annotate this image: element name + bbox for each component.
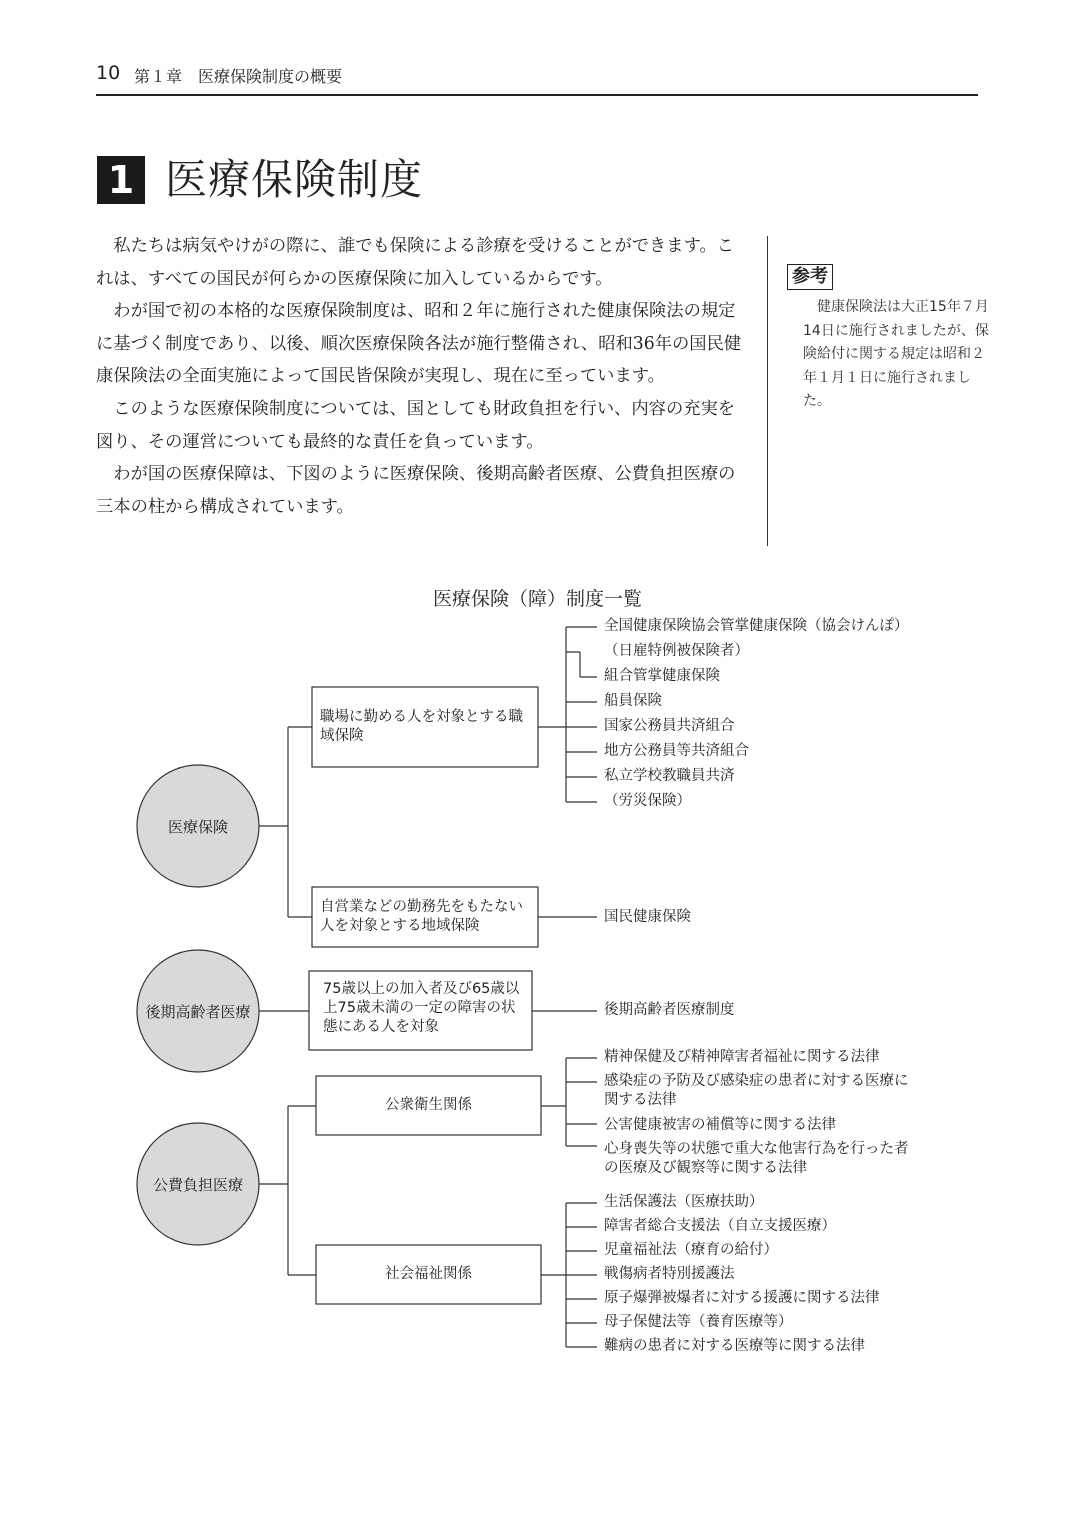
list-item: 精神保健及び精神障害者福祉に関する法律 (604, 1049, 880, 1065)
list-item: 全国健康保険協会管掌健康保険（協会けんぽ） (604, 618, 909, 634)
diagram-title: 医療保険（障）制度一覧 (432, 588, 642, 610)
connector (541, 1203, 597, 1347)
pillar-label: 公費負担医療 (152, 1176, 243, 1194)
list-item: 国家公務員共済組合 (604, 718, 735, 734)
page-number: 10 (96, 62, 121, 84)
list-item: 障害者総合支援法（自立支援医療） (604, 1218, 836, 1234)
list-item: 児童福祉法（療育の給付） (604, 1242, 778, 1258)
pillar-label: 後期高齢者医療 (145, 1003, 251, 1021)
connector (541, 1058, 597, 1146)
list-item: 心身喪失等の状態で重大な他害行為を行った者の医療及び観察等に関する法律 (604, 1141, 909, 1176)
list-item: 生活保護法（医療扶助） (604, 1194, 764, 1210)
group-label: 自営業などの勤務先をもたない人を対象とする地域保険 (320, 899, 523, 934)
group-label: 社会福祉関係 (385, 1266, 472, 1282)
list-item: 後期高齢者医療制度 (604, 1002, 735, 1018)
list-item: 地方公務員等共済組合 (604, 743, 749, 759)
list-item: 私立学校教職員共済 (604, 768, 735, 784)
group-label: 職場に勤める人を対象とする職域保険 (320, 709, 523, 744)
paragraph: 私たちは病気やけがの際に、誰でも保険による診療を受けることができます。これは、すべての国民が何らかの医療保険に加入しているからです。 (96, 236, 735, 289)
list-item: 船員保険 (604, 693, 662, 709)
group-label: 公衆衛生関係 (385, 1097, 472, 1113)
note-body: 健康保険法は大正15年７月14日に施行されましたが、保険給付に関する規定は昭和２年１月１日に施行されました。 (803, 299, 989, 409)
list-item: 戦傷病者特別援護法 (604, 1266, 735, 1282)
connector (538, 627, 566, 802)
pillar-label: 医療保険 (167, 818, 228, 836)
group-label: 75歳以上の加入者及び65歳以上75歳未満の一定の障害の状態にある人を対象 (323, 981, 520, 1035)
list-item: 難病の患者に対する医療等に関する法律 (604, 1338, 865, 1354)
paragraph: わが国で初の本格的な医療保険制度は、昭和２年に施行された健康保険法の規定に基づく制度であり、以後、順次医療保険各法が施行整備され、昭和36年の国民健康保険法の全面実施によって国民皆保険が実現し、現在に至っています。 (96, 301, 742, 387)
list-item: 感染症の予防及び感染症の患者に対する医療に関する法律 (604, 1073, 909, 1108)
section-title: 医療保険制度 (165, 155, 424, 204)
list-item: 原子爆弾被爆者に対する援護に関する法律 (604, 1290, 880, 1306)
paragraph: わが国の医療保障は、下図のように医療保険、後期高齢者医療、公費負担医療の三本の柱から構成されています。 (96, 464, 736, 517)
list-item: 組合管掌健康保険 (604, 668, 720, 684)
list-item: 公害健康被害の補償等に関する法律 (604, 1117, 836, 1133)
list-item: 母子保健法等（養育医療等） (604, 1314, 793, 1330)
list-item: （日雇特例被保険者） (604, 643, 749, 659)
list-item: （労災保険） (604, 793, 691, 809)
connector (566, 627, 597, 802)
paragraph: このような医療保険制度については、国としても財政負担を行い、内容の充実を図り、その運営についても最終的な責任を負っています。 (96, 398, 736, 452)
section-number-badge: 1 (97, 156, 145, 204)
chapter-title: 第１章 医療保険制度の概要 (134, 67, 343, 86)
note-label: 参考 (787, 264, 833, 290)
list-item: 国民健康保険 (604, 909, 691, 925)
